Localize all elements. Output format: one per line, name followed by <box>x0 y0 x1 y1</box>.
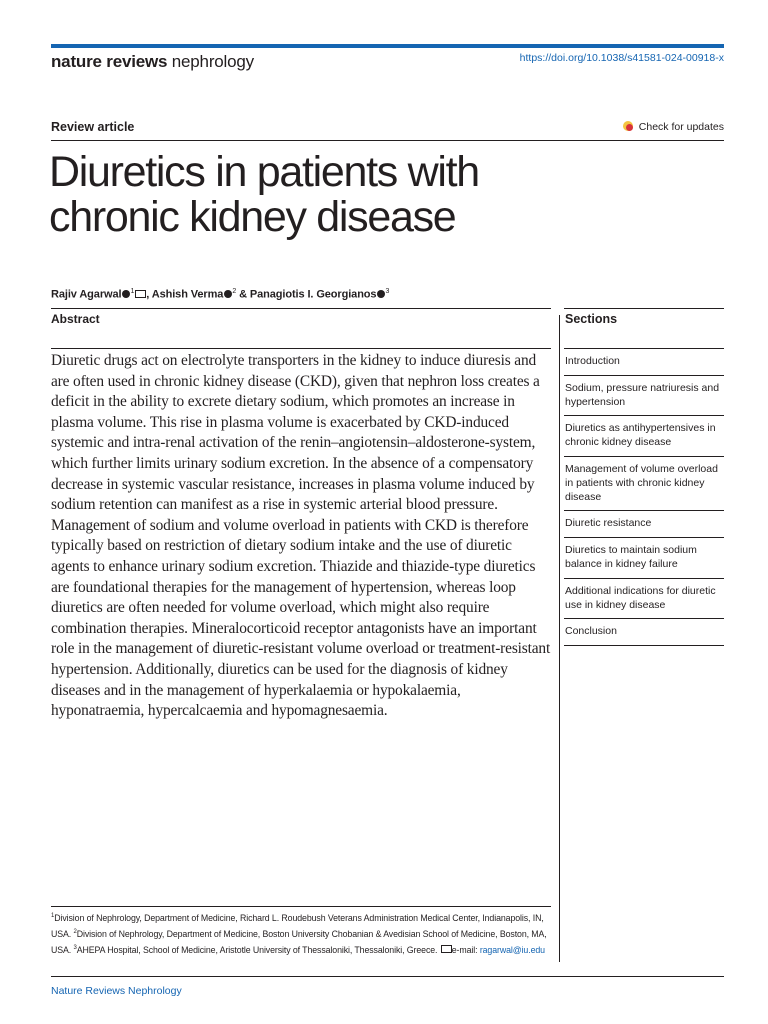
email-label: e-mail: <box>451 944 478 955</box>
doi-link[interactable]: https://doi.org/10.1038/s41581-024-00918-x <box>519 52 724 64</box>
column-divider <box>559 315 560 962</box>
section-link-kidney-failure[interactable]: Diuretics to maintain sodium balance in kidney failure <box>564 537 724 578</box>
footer-rule <box>51 976 724 977</box>
author-affil: 2 <box>232 288 237 295</box>
sections-list <box>564 348 724 646</box>
sections-top-rule <box>564 308 724 309</box>
author-affil: 3 <box>385 288 390 295</box>
top-accent-rule <box>51 44 724 48</box>
title-rule <box>51 140 724 141</box>
author-list: Rajiv Agarwal $^1$ , Ashish Verma $^2$ & Panagiotis I. Georgianos $^3$ <box>51 288 390 301</box>
affiliations-footnote: $^1$Division of Nephrology, Department of Medicine, Richard L. Roudebush Veterans Administration Medical Center, Indianapolis, IN, USA. $^2$Division of Nephrology, Department of Medicine, Boston University Chobanian & Avedisian School of Medicine, Boston, MA, USA. $^3$AHEPA Hospital, School of Medicine, Aristotle University of Thessaloniki, Thessaloniki, Greece. e-mail: ragarwal@iu.edu <box>51 912 547 955</box>
email-link[interactable]: ragarwal@iu.edu <box>479 944 545 955</box>
check-updates-label: Check for updates <box>638 121 724 133</box>
abstract-text: Diuretic drugs act on electrolyte transporters in the kidney to induce diuresis and are often used in chronic kidney disease (CKD), given that nephron loss creates a deficit in the ability to excrete dietary sodium, which promotes an increase in plasma volume. This rise in plasma volume is exacerbated by CKD-induced systemic and intra-renal activation of the renin–angiotensin–aldosterone-system, which further limits urinary sodium excretion. In the absence of a compensatory decrease in systemic vascular resistance, increases in plasma volume induced by sodium retention can manifest as a rise in systemic arterial blood pressure. Management of sodium and volume overload in patients with CKD is therefore typically based on restriction of dietary sodium intake and the use of diuretic agents to enhance urinary sodium excretion. Thiazide and thiazide-type diuretics are foundational therapies for the management of hypertension, whereas loop diuretics are often needed for volume overload, which might also require combination therapies. Mineralocorticoid receptor antagonists have an important role in the management of diuretic-resistant volume overload or treatment-resistant hypertension. Additionally, diuretics can be used for the diagnosis of kidney diseases and in the management of hyperkalaemia or hypokalaemia, hyponatraemia, hypercalcaemia and hypomagnesaemia. <box>51 352 551 720</box>
journal-name <box>51 50 254 74</box>
section-link-sodium[interactable]: Sodium, pressure natriuresis and hypertension <box>564 375 724 416</box>
abstract-heading: Abstract <box>51 312 100 326</box>
author-name: Rajiv Agarwal <box>51 288 122 301</box>
footnote-rule <box>51 906 551 907</box>
section-link-diuretic-resistance[interactable]: Diuretic resistance <box>564 510 724 537</box>
section-link-conclusion[interactable]: Conclusion <box>564 618 724 646</box>
author-affil: 1 <box>130 288 135 295</box>
section-link-introduction[interactable]: Introduction <box>564 348 724 375</box>
article-type: Review article <box>51 120 135 134</box>
affiliation-1: Division of Nephrology, Department of Medicine, Richard L. Roudebush Veterans Administration Medical Center, Indianapolis, IN, USA. <box>51 912 544 939</box>
check-updates-icon <box>623 121 635 133</box>
email-icon[interactable] <box>135 290 146 298</box>
abstract-rule <box>51 348 551 349</box>
author-name: Ashish Verma <box>151 288 224 301</box>
affiliation-2: Division of Nephrology, Department of Medicine, Boston University Chobanian & Avedisian School of Medicine, Boston, MA, USA. <box>51 928 547 955</box>
check-updates-button[interactable] <box>623 121 724 133</box>
author-name: Panagiotis I. Georgianos <box>249 288 377 301</box>
authors-rule <box>51 308 551 309</box>
affiliation-3: AHEPA Hospital, School of Medicine, Aristotle University of Thessaloniki, Thessaloniki, Greece. <box>76 944 438 955</box>
article-title: Diuretics in patients with chronic kidney disease <box>49 148 479 241</box>
sections-heading: Sections <box>565 312 618 326</box>
section-link-volume-overload[interactable]: Management of volume overload in patients with chronic kidney disease <box>564 456 724 510</box>
section-link-additional-indications[interactable]: Additional indications for diuretic use in kidney disease <box>564 578 724 619</box>
journal-brand: nature reviews <box>51 52 168 71</box>
section-link-antihypertensives[interactable]: Diuretics as antihypertensives in chronic kidney disease <box>564 415 724 456</box>
journal-title: nephrology <box>171 52 254 71</box>
email-icon <box>441 945 452 953</box>
footer-journal-name: Nature Reviews Nephrology <box>51 985 182 997</box>
